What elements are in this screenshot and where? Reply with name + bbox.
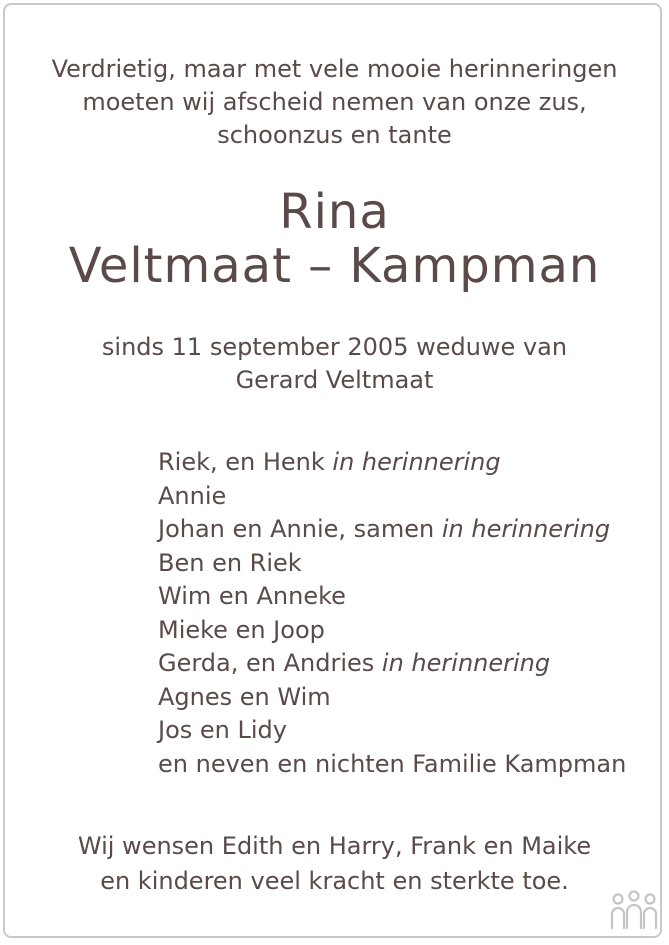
family-row bbox=[158, 513, 626, 547]
family-names: Riek, en Henk bbox=[158, 448, 333, 476]
family-row bbox=[158, 446, 626, 480]
family-names: Annie bbox=[158, 481, 227, 510]
family-row bbox=[158, 614, 626, 648]
closing-text bbox=[0, 829, 669, 899]
intro-line: moeten wij afscheid nemen van onze zus, bbox=[82, 88, 587, 116]
family-row bbox=[158, 547, 626, 581]
family-list bbox=[158, 446, 626, 781]
deceased-name bbox=[0, 185, 669, 293]
family-names: Jos en Lidy bbox=[158, 716, 287, 744]
family-names: Wim en Anneke bbox=[158, 582, 346, 610]
widow-line: Gerard Veltmaat bbox=[235, 366, 434, 394]
intro-text bbox=[0, 53, 669, 152]
family-note: in herinnering bbox=[441, 515, 611, 543]
family-note: in herinnering bbox=[381, 649, 551, 677]
family-people-icon bbox=[609, 890, 659, 932]
closing-line: en kinderen veel kracht en sterkte toe. bbox=[100, 867, 569, 895]
family-row bbox=[158, 748, 626, 782]
family-row bbox=[158, 681, 626, 715]
widow-line: sinds 11 september 2005 weduwe van bbox=[101, 333, 568, 361]
family-names: Gerda, en Andries bbox=[158, 649, 382, 677]
full-name: Veltmaat – Kampman bbox=[68, 238, 601, 294]
family-names: en neven en nichten Familie Kampman bbox=[158, 749, 627, 778]
intro-line: schoonzus en tante bbox=[217, 121, 452, 149]
family-row bbox=[158, 480, 626, 514]
widow-text bbox=[0, 331, 669, 397]
family-row bbox=[158, 580, 626, 614]
intro-line: Verdrietig, maar met vele mooie herinneringen bbox=[51, 55, 618, 83]
family-names: Agnes en Wim bbox=[158, 682, 331, 711]
family-names: Ben en Riek bbox=[158, 548, 302, 577]
family-names: Mieke en Joop bbox=[158, 615, 325, 644]
family-row bbox=[158, 714, 626, 748]
closing-line: Wij wensen Edith en Harry, Frank en Maike bbox=[77, 832, 592, 860]
family-names: Johan en Annie, samen bbox=[158, 515, 442, 543]
family-note: in herinnering bbox=[332, 448, 501, 476]
family-row bbox=[158, 647, 626, 681]
first-name: Rina bbox=[279, 184, 390, 240]
